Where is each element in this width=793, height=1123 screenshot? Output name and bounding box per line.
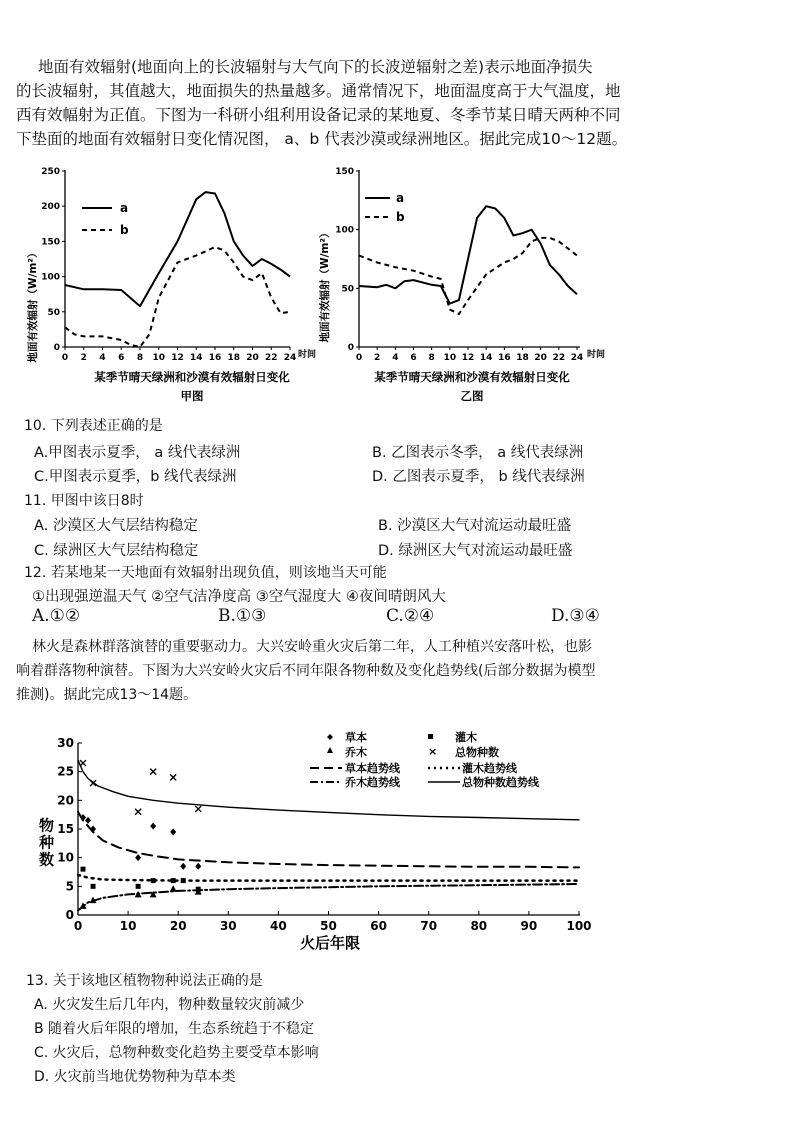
chart-jia <box>20 160 330 410</box>
q12-items: ①出现强逆温天气 ②空气洁净度高 ③空气湿度大 ④夜间晴朗风大 <box>32 589 446 605</box>
x-axis-label: 时间 <box>587 350 606 360</box>
y-tick-label: 30 <box>57 736 74 750</box>
x-tick-label: 14 <box>189 353 203 363</box>
y-tick-label: 5 <box>65 879 74 894</box>
point-总物种数 <box>195 806 201 812</box>
chart-yi <box>300 160 630 410</box>
x-tick-label: 24 <box>283 353 297 363</box>
x-tick-label: 24 <box>570 353 584 363</box>
chart-caption: 某季节晴天绿洲和沙漠有效辐射日变化 <box>374 370 570 384</box>
legend-total-label: 总物种数 <box>455 746 499 759</box>
x-tick-label: 90 <box>520 919 538 933</box>
x-tick-label: 100 <box>566 919 592 933</box>
intro1-line3: 西有效幅射为正值。下图为一科研小组利用设备记录的某地夏、冬季节某日晴天两种不同 <box>16 106 621 124</box>
y-tick-label: 100 <box>41 272 60 283</box>
x-tick-label: 14 <box>479 353 493 363</box>
x-axis-label: 时间 <box>298 350 317 360</box>
legend <box>310 730 540 789</box>
legend <box>82 201 129 237</box>
chart-caption: 某季节晴天绿洲和沙漠有效辐射日变化 <box>94 370 290 384</box>
x-tick-label: 12 <box>461 353 475 363</box>
q11-option-b[interactable]: B. 沙漠区大气对流运动最旺盛 <box>378 518 572 534</box>
x-tick-label: 60 <box>370 919 387 933</box>
x-tick-label: 12 <box>171 353 184 363</box>
y-tick-label: 50 <box>47 307 60 318</box>
y-tick-label: 15 <box>57 822 74 836</box>
x-tick-label: 2 <box>80 353 87 363</box>
intro1-line4: 下垫面的地面有效辐射日变化情况图， a、b 代表沙漠或绿洲地区。据此完成10～12题。 <box>16 130 628 148</box>
x-tick-label: 20 <box>534 353 547 363</box>
legend-tree-trend-label: 乔木趋势线 <box>345 776 400 789</box>
point-总物种数 <box>135 809 141 815</box>
legend-b-label: b <box>120 223 129 237</box>
q12-option-c[interactable]: C.②④ <box>386 606 435 626</box>
q11-stem: 11. 甲图中该日8时 <box>24 493 144 509</box>
chart-fire <box>30 725 600 960</box>
intro1-line1: 地面有效辐射(地面向上的长波辐射与大气向下的长波逆辐射之差)表示地面净损失 <box>38 58 593 76</box>
point-草本 <box>135 854 141 861</box>
legend-herb-label: 草本 <box>345 731 367 744</box>
y-tick-label: 20 <box>57 793 74 808</box>
x-tick-label: 70 <box>420 919 438 933</box>
x-tick-label: 4 <box>99 353 106 363</box>
x-tick-label: 6 <box>118 353 125 363</box>
q11-option-c[interactable]: C. 绿洲区大气层结构稳定 <box>34 543 199 559</box>
x-tick-label: 10 <box>152 353 166 363</box>
q10-option-b[interactable]: B. 乙图表示冬季， a 线代表绿洲 <box>372 445 584 461</box>
legend-shrub-label: 灌木 <box>455 731 477 744</box>
q11-option-a[interactable]: A. 沙漠区大气层结构稳定 <box>34 518 198 534</box>
series-b-line <box>359 238 577 314</box>
y-tick-label: 100 <box>335 225 354 236</box>
point-草本 <box>150 823 156 830</box>
legend-herb-marker <box>327 734 333 740</box>
intro1-line2: 的长波辐射，其值越大，地面损失的热量越多。通常情况下，地面温度高于大气温度，地 <box>16 82 621 100</box>
legend-tree-label: 乔木 <box>345 746 367 759</box>
legend-a-label: a <box>396 191 405 205</box>
series-a-line <box>359 206 577 303</box>
x-tick-label: 18 <box>227 353 241 363</box>
point-灌木 <box>81 867 86 872</box>
q12-stem: 12. 若某地某一天地面有效辐射出现负值，则该地当天可能 <box>24 565 387 581</box>
y-tick-label: 25 <box>57 764 74 779</box>
q10-option-c[interactable]: C.甲图表示夏季，b 线代表绿洲 <box>34 469 237 485</box>
x-tick-label: 10 <box>119 919 137 933</box>
q13-option-a[interactable]: A. 火灾发生后几年内，物种数量较灾前减少 <box>34 997 305 1013</box>
q13-option-b[interactable]: B 随着火后年限的增加，生态系统趋于不稳定 <box>34 1021 315 1037</box>
x-tick-label: 40 <box>270 919 287 933</box>
legend <box>365 191 405 224</box>
chart-subcaption: 乙图 <box>460 389 484 403</box>
x-tick-label: 22 <box>264 353 278 363</box>
x-tick-label: 50 <box>320 919 337 933</box>
x-tick-label: 20 <box>246 353 259 363</box>
legend-tree-marker <box>327 747 333 753</box>
x-tick-label: 10 <box>443 353 457 363</box>
svg-text:地面有效辐射（W/m²）: 地面有效辐射（W/m²） <box>319 227 331 343</box>
y-axis-label: 物种数 <box>37 817 55 869</box>
x-axis-label: 火后年限 <box>299 934 361 952</box>
y-axis-label <box>26 248 39 363</box>
legend-shrub-marker <box>428 734 433 739</box>
y-tick-label: 10 <box>57 850 74 865</box>
q11-option-d[interactable]: D. 绿洲区大气对流运动最旺盛 <box>378 543 573 559</box>
x-tick-label: 8 <box>428 353 435 363</box>
y-tick-label: 150 <box>335 167 354 177</box>
chart-subcaption: 甲图 <box>180 389 204 403</box>
q10-stem: 10. 下列表述正确的是 <box>24 418 163 434</box>
q13-stem: 13. 关于该地区植物物种说法正确的是 <box>26 973 263 989</box>
q10-option-d[interactable]: D. 乙图表示夏季， b 线代表绿洲 <box>372 469 585 485</box>
q13-option-c[interactable]: C. 火灾后，总物种数变化趋势主要受草本影响 <box>34 1045 319 1061</box>
x-tick-label: 0 <box>61 353 69 363</box>
x-tick-label: 0 <box>73 919 83 933</box>
svg-text:地面有效辐射（W/m²）: 地面有效辐射（W/m²） <box>27 247 39 363</box>
q10-option-a[interactable]: A.甲图表示夏季， a 线代表绿洲 <box>34 445 241 461</box>
x-tick-label: 6 <box>410 353 417 363</box>
intro2-line1: 林火是森林群落演替的重要驱动力。大兴安岭重火灾后第二年，人工种植兴安落叶松，也影 <box>32 639 592 655</box>
q12-option-a[interactable]: A.①② <box>32 606 81 626</box>
x-tick-label: 22 <box>552 353 566 363</box>
y-tick-label: 200 <box>41 202 60 213</box>
x-tick-label: 80 <box>470 919 488 933</box>
legend-total-marker: × <box>428 745 438 758</box>
point-草本 <box>180 863 186 870</box>
y-tick-label: 0 <box>53 343 60 353</box>
point-总物种数 <box>150 769 156 775</box>
legend-a-label: a <box>120 201 129 215</box>
y-tick-label: 250 <box>41 167 60 177</box>
legend-shrub-trend-label: 灌木趋势线 <box>462 762 517 775</box>
point-总物种数 <box>170 774 176 780</box>
y-tick-label: 0 <box>347 343 354 353</box>
point-草本 <box>85 817 91 824</box>
intro2-line3: 推测)。据此完成13～14题。 <box>16 687 198 703</box>
x-tick-label: 4 <box>392 353 399 363</box>
point-灌木 <box>91 884 96 889</box>
y-axis-label <box>318 228 331 343</box>
x-tick-label: 18 <box>516 353 529 363</box>
y-tick-label: 0 <box>65 908 74 922</box>
x-tick-label: 2 <box>374 353 381 363</box>
point-草本 <box>170 828 176 835</box>
intro2-line2: 响着群落物种演替。下图为大兴安岭火灾后不同年限各物种数及变化趋势线(后部分数据为模型 <box>16 663 596 679</box>
y-tick-label: 150 <box>41 237 60 248</box>
legend-total-trend-label: 总物种数趋势线 <box>462 776 539 789</box>
legend-b-label: b <box>396 210 405 224</box>
point-草本 <box>195 863 201 870</box>
legend-herb-trend-label: 草本趋势线 <box>345 762 400 775</box>
x-tick-label: 0 <box>355 353 363 363</box>
q12-option-b[interactable]: B.①③ <box>218 606 267 626</box>
x-tick-label: 16 <box>498 353 511 363</box>
y-tick-label: 50 <box>341 284 354 295</box>
x-tick-label: 30 <box>219 919 237 933</box>
q12-option-d[interactable]: D.③④ <box>551 606 600 626</box>
x-tick-label: 8 <box>136 353 144 363</box>
x-tick-label: 16 <box>208 353 222 363</box>
series-a-line <box>65 192 290 306</box>
q13-option-d[interactable]: D. 火灾前当地优势物种为草本类 <box>34 1069 236 1085</box>
trend-草本趋势线 <box>78 812 579 868</box>
point-灌木 <box>136 884 141 889</box>
x-tick-label: 20 <box>169 919 187 933</box>
